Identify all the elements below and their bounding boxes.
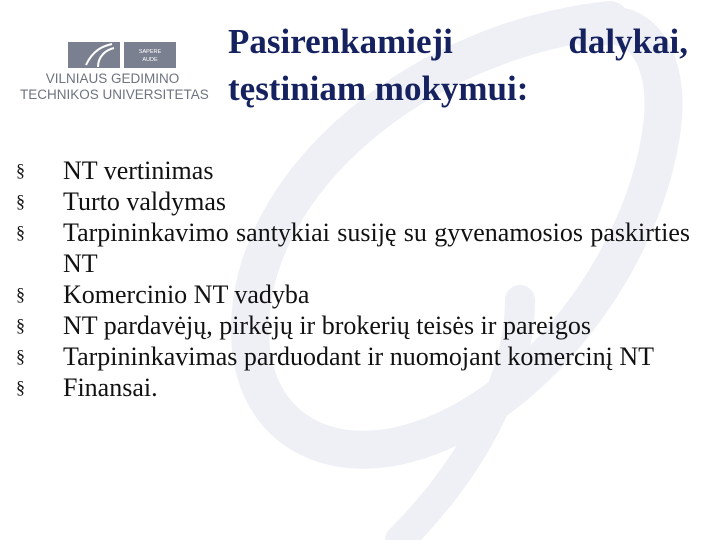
bullet-icon: § bbox=[16, 284, 25, 304]
bullet-icon: § bbox=[16, 346, 25, 366]
list-item bbox=[14, 217, 690, 279]
title-word1: Pasirenkamieji bbox=[228, 22, 453, 61]
list-item bbox=[14, 372, 690, 403]
bullet-icon: § bbox=[16, 315, 25, 335]
title-line1 bbox=[228, 18, 688, 65]
list-item-text: Komercinio NT vadyba bbox=[63, 280, 310, 309]
list-item-text: Tarpininkavimas parduodant ir nuomojant komercinį NT bbox=[63, 342, 654, 371]
logo-text-line2: TECHNIKOS UNIVERSITETAS bbox=[20, 87, 209, 102]
list-item-text: Finansai. bbox=[63, 373, 158, 402]
logo-emblem-right-block bbox=[124, 42, 176, 68]
logo-emblem-left-block bbox=[68, 42, 120, 68]
list-item bbox=[14, 310, 690, 341]
list-item bbox=[14, 186, 690, 217]
list-item bbox=[14, 341, 690, 372]
bullet-icon: § bbox=[16, 191, 25, 211]
bullet-icon: § bbox=[16, 160, 25, 180]
university-logo bbox=[20, 40, 209, 110]
logo-motto-line1: SAPERE bbox=[138, 49, 162, 55]
course-list bbox=[14, 155, 690, 403]
list-item-text: Turto valdymas bbox=[63, 187, 226, 216]
title-line2: tęstiniam mokymui: bbox=[228, 69, 529, 108]
bullet-icon: § bbox=[16, 377, 25, 397]
list-item-text: NT vertinimas bbox=[63, 156, 214, 185]
title-word2: dalykai, bbox=[568, 22, 688, 61]
list-item bbox=[14, 155, 690, 186]
logo-emblem bbox=[68, 40, 178, 70]
list-item-text: NT pardavėjų, pirkėjų ir brokerių teisės ir pareigos bbox=[63, 311, 592, 340]
bullet-icon: § bbox=[16, 222, 25, 242]
list-item-text: Tarpininkavimo santykiai susiję su gyvenamosios paskirties NT bbox=[63, 218, 690, 278]
list-item bbox=[14, 279, 690, 310]
slide-title bbox=[228, 18, 688, 112]
logo-motto-line2: AUDE bbox=[142, 57, 158, 63]
logo-text-line1: VILNIAUS GEDIMINO bbox=[45, 71, 180, 86]
